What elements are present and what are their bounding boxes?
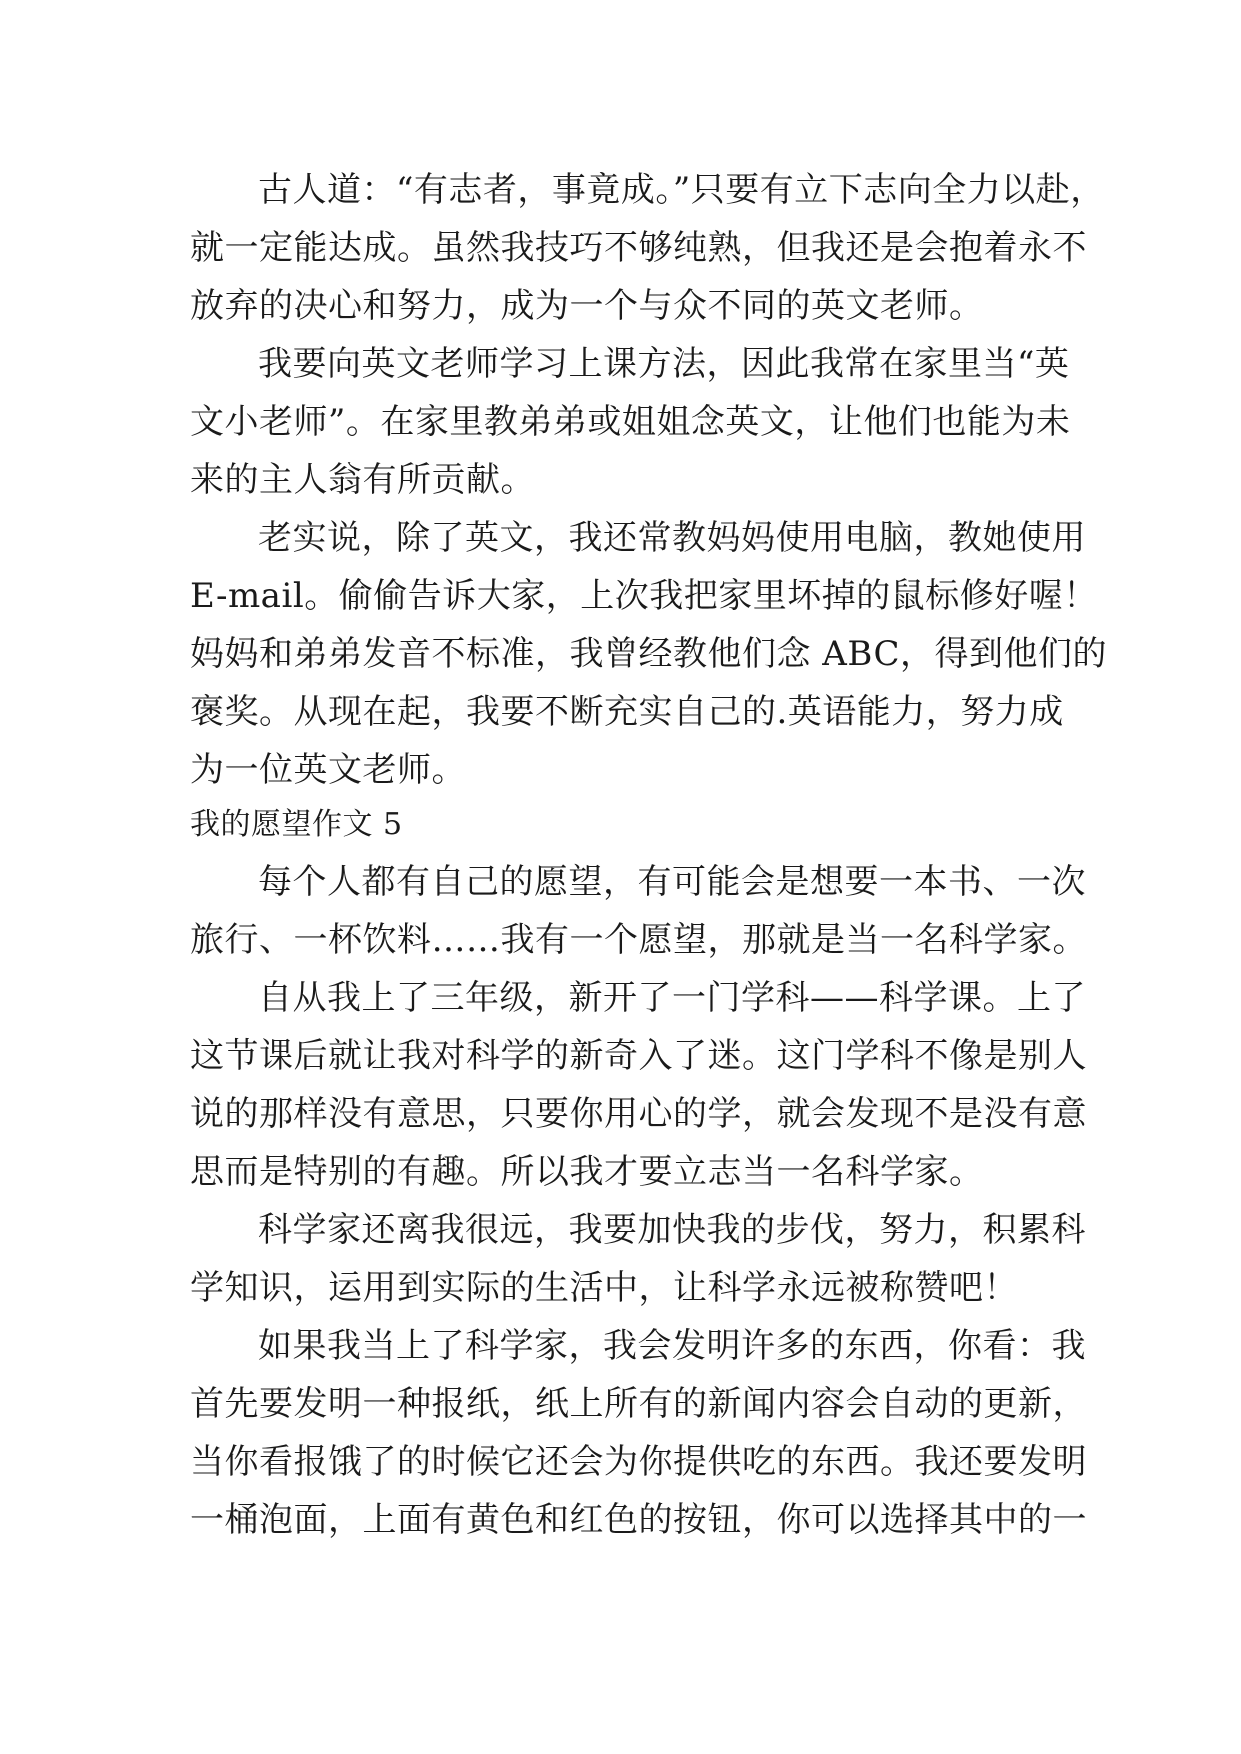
paragraph-line: 老实说，除了英文，我还常教妈妈使用电脑，教她使用	[258, 518, 1086, 558]
paragraph-line: 科学家还离我很远，我要加快我的步伐，努力，积累科	[258, 1210, 1086, 1250]
paragraph-line: 妈妈和弟弟发音不标准，我曾经教他们念 ABC，得到他们的	[190, 634, 1107, 674]
paragraph-line: 每个人都有自己的愿望，有可能会是想要一本书、一次	[258, 862, 1086, 902]
paragraph-line: E-mail。偷偷告诉大家，上次我把家里坏掉的鼠标修好喔！	[190, 576, 1098, 616]
paragraph-line: 这节课后就让我对科学的新奇入了迷。这门学科不像是别人	[190, 1036, 1087, 1076]
paragraph-line: 说的那样没有意思，只要你用心的学，就会发现不是没有意	[190, 1094, 1087, 1134]
section-heading: 我的愿望作文 5	[190, 807, 403, 842]
paragraph-line: 自从我上了三年级，新开了一门学科——科学课。上了	[258, 978, 1086, 1018]
paragraph-line: 就一定能达成。虽然我技巧不够纯熟，但我还是会抱着永不	[190, 228, 1087, 268]
paragraph-line: 放弃的决心和努力，成为一个与众不同的英文老师。	[190, 286, 984, 326]
paragraph-line: 为一位英文老师。	[190, 750, 466, 790]
paragraph-line: 古人道：“有志者，事竟成。”只要有立下志向全力以赴，	[258, 170, 1105, 210]
paragraph-line: 一桶泡面，上面有黄色和红色的按钮，你可以选择其中的一	[190, 1500, 1087, 1540]
paragraph-line: 旅行、一杯饮料……我有一个愿望，那就是当一名科学家。	[190, 920, 1087, 960]
paragraph-line: 学知识，运用到实际的生活中，让科学永远被称赞吧！	[190, 1268, 1018, 1308]
paragraph-line: 如果我当上了科学家，我会发明许多的东西，你看：我	[258, 1326, 1086, 1366]
paragraph-line: 思而是特别的有趣。所以我才要立志当一名科学家。	[190, 1152, 984, 1192]
paragraph-line: 我要向英文老师学习上课方法，因此我常在家里当“英	[258, 344, 1070, 384]
paragraph-line: 当你看报饿了的时候它还会为你提供吃的东西。我还要发明	[190, 1442, 1087, 1482]
paragraph-line: 来的主人翁有所贡献。	[190, 460, 535, 500]
paragraph-line: 褒奖。从现在起，我要不断充实自己的.英语能力，努力成	[190, 692, 1064, 732]
paragraph-line: 文小老师”。在家里教弟弟或姐姐念英文，让他们也能为未	[190, 402, 1071, 442]
paragraph-line: 首先要发明一种报纸，纸上所有的新闻内容会自动的更新，	[190, 1384, 1087, 1424]
